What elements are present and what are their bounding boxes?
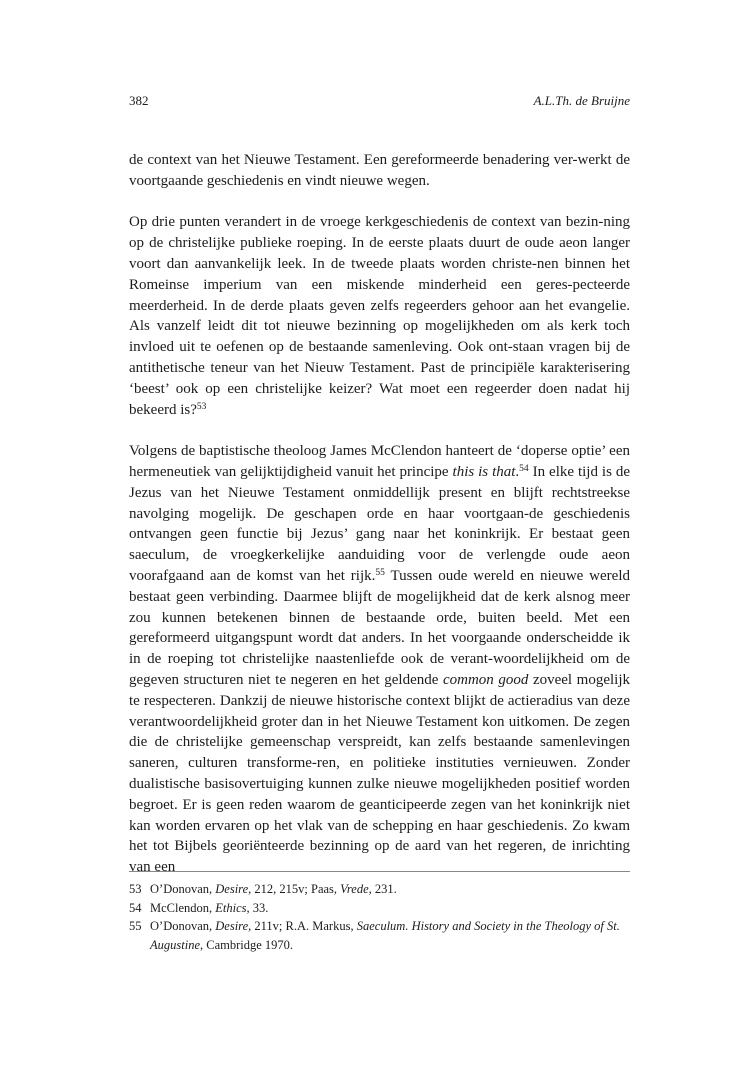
emphasis-this-is-that: this is that	[452, 463, 516, 480]
footnote-text: , 231.	[368, 882, 397, 896]
footnote-54	[129, 899, 630, 918]
paragraph-1-text: de context van het Nieuwe Testament. Een gereformeerde benadering ver-werkt de voortgaande geschiedenis en vindt nieuwe wegen.	[129, 152, 630, 189]
footnote-text: O’Donovan,	[150, 919, 216, 934]
footnote-title: Vrede	[340, 882, 369, 896]
page-header	[129, 91, 630, 111]
paragraph-1	[129, 150, 630, 192]
paragraph-2	[129, 212, 630, 420]
footnote-text: , 33.	[246, 900, 269, 915]
footnote-title: Saeculum. History and Society in the Theology of St. Augustine	[150, 919, 620, 952]
footnote-title: Ethics	[215, 900, 247, 915]
footnote-number: 54	[129, 900, 142, 915]
page-number: 382	[129, 93, 149, 108]
paragraph-3-text-a: Volgens de baptistische theoloog James McClendon hanteert de ‘doperse optie’ een hermeneutiek van gelijktijdigheid vanuit het principe	[129, 443, 630, 480]
running-head: A.L.Th. de Bruijne	[533, 93, 630, 108]
footnote-ref-55[interactable]: 55	[375, 567, 385, 578]
footnote-ref-54[interactable]: 54	[519, 463, 529, 474]
paragraph-2-text: Op drie punten verandert in de vroege kerkgeschiedenis de context van bezin-ning op de christelijke publieke roeping. In de eerste plaats duurt de oude aeon langer voort dan aanvankelijk leek. In de tweede plaats worden christe-nen binnen het Romeinse imperium van een miskende minderheid een geres-pecteerde meerderheid. In de derde plaats geven zelfs regeerders gehoor aan het evangelie. Als vanzelf leidt dit tot nieuwe bezinning op mogelijkheden om als kerk toch invloed uit te oefenen op de bestaande samenleving. Ook ont-staan vragen bij de antithetische teneur van het Nieuw Testament. Past de principiële karakterisering ‘beest’ ook op een christelijke keizer? Wat moet een regeerder doen nadat hij bekeerd is?	[129, 214, 630, 418]
footnote-53	[129, 880, 630, 899]
footnote-text: , Cambridge 1970.	[200, 937, 294, 952]
body-text	[129, 150, 630, 878]
footnote-title: Desire	[215, 919, 249, 934]
footnote-text: McClendon,	[150, 900, 216, 915]
emphasis-common-good: common good	[442, 671, 529, 688]
footnote-title: Desire	[215, 882, 249, 896]
footnote-text: O’Donovan,	[150, 882, 216, 896]
footnote-text: , 212, 215v; Paas,	[248, 882, 341, 896]
footnote-divider	[129, 871, 630, 872]
footnote-number: 55	[129, 919, 142, 934]
footnote-number: 53	[129, 882, 142, 896]
paragraph-3-text-d: zoveel mogelijk te respecteren. Dankzij de nieuwe historische context blijkt de actieradius van deze verantwoordelijkheid groter dan in het Nieuwe Testament kon uitkomen. De zegen die de christelijke gemeenschap verspreidt, kan zelfs bestaande samenlevingen saneren, culturen transforme-ren, en politieke instituties vernieuwen. Zonder dualistische basisovertuiging kunnen zulke nieuwe mogelijkheden positief worden begroet. Er is geen reden waarom de geanticipeerde zegen van het koninkrijk niet kan worden ervaren op het vlak van de schepping en haar geschiedenis. Zo kwam het tot Bijbels georiënteerde bezinning op de aard van het regeren, de inrichting van een	[129, 671, 630, 876]
footnote-ref-53[interactable]: 53	[196, 401, 207, 412]
footnote-text: , 211v; R.A. Markus,	[248, 919, 357, 934]
footnotes	[129, 880, 630, 954]
paragraph-3-text-b: In elke tijd is de Jezus van het Nieuwe Testament onmiddellijk present en blijft rechtstreekse navolging mogelijk. De geschapen orde en haar voortgaan-de geschiedenis ontvangen geen functie bij Jezus’ gang naar het koninkrijk. Er bestaat geen saeculum, de vroegkerkelijke aanduiding voor de verlengde oude aeon voorafgaand aan de komst van het rijk.	[129, 463, 630, 584]
paragraph-3-text-c: Tussen oude wereld en nieuwe wereld bestaat geen verbinding. Daarmee blijft de mogelijkheid dat de kerk alsnog meer zou kunnen betekenen binnen de bestaande orde, buiten beeld. Met een gereformeerd uitgangspunt wordt dat anders. In het voorgaande onderscheidde ik in de roeping tot christelijke naastenliefde ook de verant-woordelijkheid om de gegeven structuren niet te negeren en het geldende	[129, 567, 630, 688]
paragraph-3	[129, 441, 630, 878]
paragraph-3-period: .	[515, 463, 520, 480]
footnote-55	[129, 917, 630, 954]
